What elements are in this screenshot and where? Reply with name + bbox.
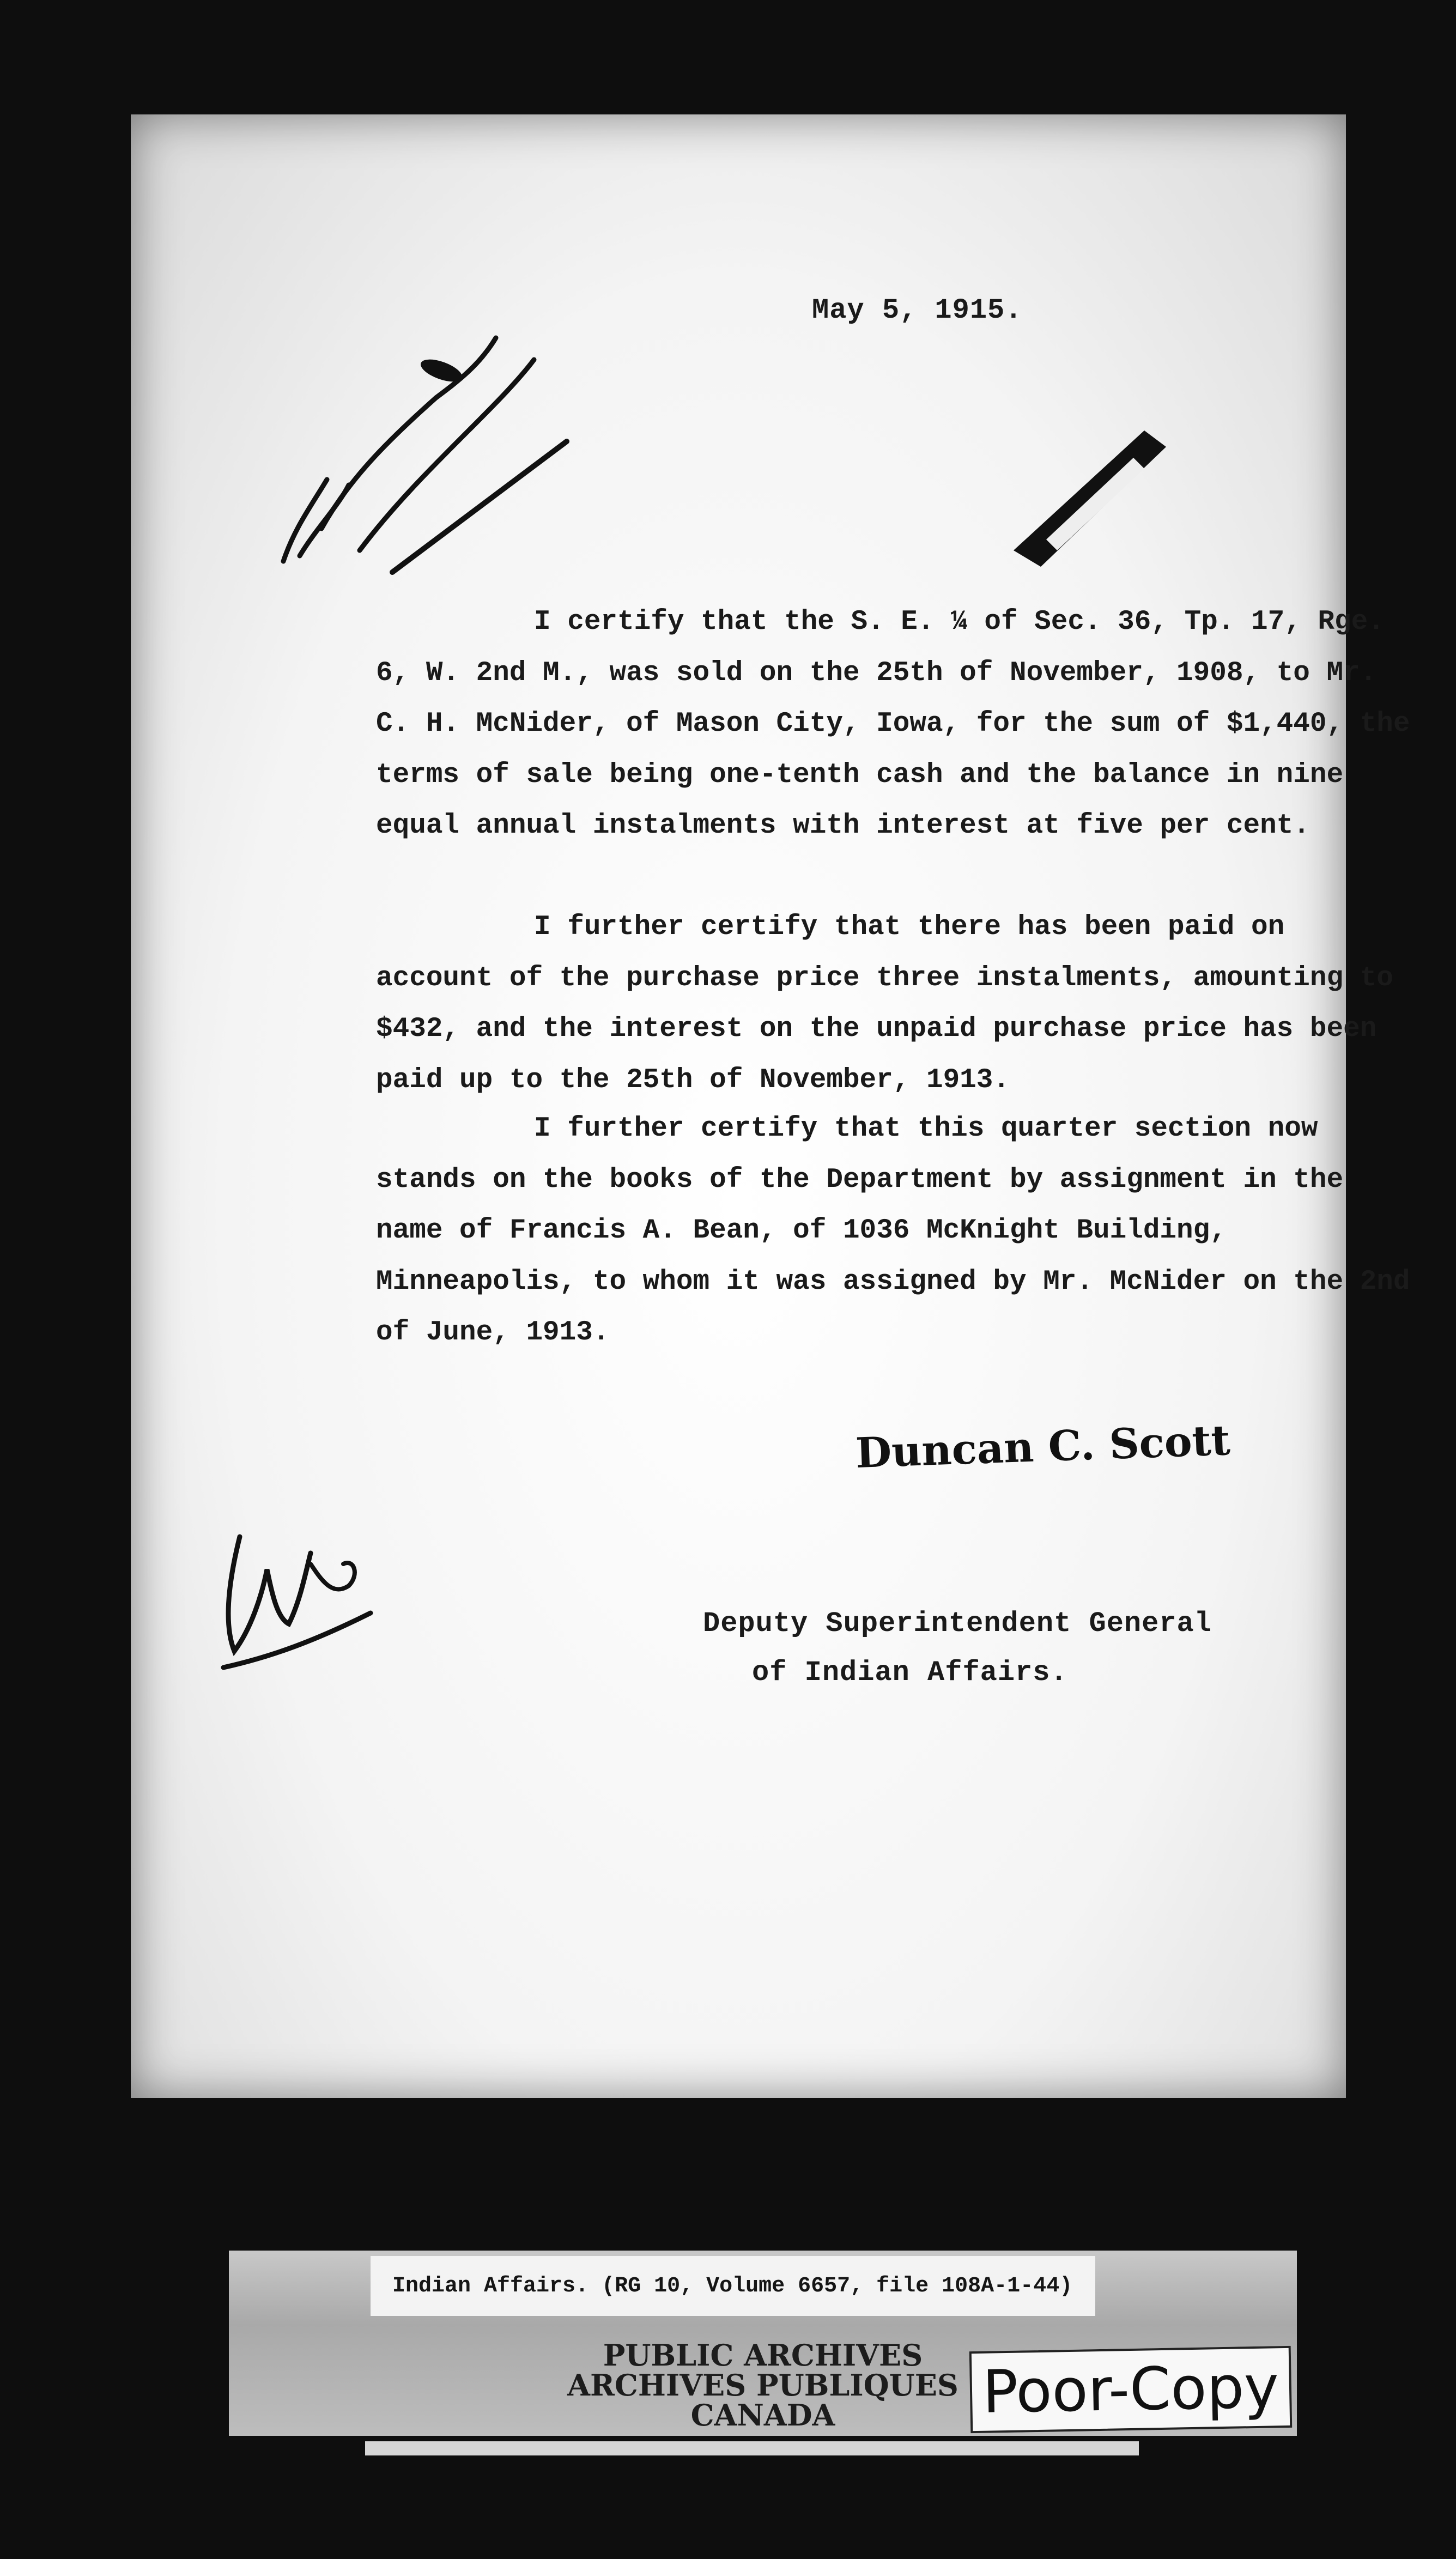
archives-line-2: ARCHIVES PUBLIQUES	[567, 2368, 958, 2403]
archives-line-1: PUBLIC ARCHIVES	[603, 2338, 923, 2373]
paragraph-2: I further certify that there has been paid on account of the purchase price three instalments, amounting to $432, and the interest on the unpaid purchase price has been paid up to the 25th of November, 1913.	[376, 912, 1393, 1096]
signer-title-line2: of Indian Affairs.	[752, 1657, 1068, 1689]
archives-line-3: CANADA	[690, 2398, 835, 2433]
poor-copy-label: Poor-Copy	[969, 2346, 1293, 2433]
letter-date: May 5, 1915.	[812, 294, 1023, 326]
archive-reference-label: Indian Affairs. (RG 10, Volume 6657, file 108A-1-44)	[371, 2256, 1095, 2316]
document-page	[131, 114, 1410, 2098]
signer-title-line1: Deputy Superintendent General	[703, 1608, 1212, 1640]
handwritten-initials	[207, 1488, 381, 1684]
footer-strip	[365, 2441, 1139, 2455]
signature: Duncan C. Scott	[854, 1416, 1231, 1477]
paragraph-1: I certify that the S. E. ¼ of Sec. 36, Tp. 17, Rge. 6, W. 2nd M., was sold on the 25th of November, 1908, to Mr. C. H. McNider, of Mason City, Iowa, for the sum of $1,440, the terms of sale being one-tenth cash and the balance in nine equal annual instalments with interest at five per cent.	[376, 607, 1410, 841]
ink-blot	[981, 387, 1210, 583]
paragraph-3: I further certify that this quarter section now stands on the books of the Department by assignment in the name of Francis A. Bean, of 1036 McKnight Building, Minneapolis, to whom it was assigned by Mr. McNider on the 2nd of June, 1913.	[376, 1113, 1410, 1348]
handwritten-note	[262, 300, 589, 583]
archives-stamp	[523, 2338, 1003, 2433]
